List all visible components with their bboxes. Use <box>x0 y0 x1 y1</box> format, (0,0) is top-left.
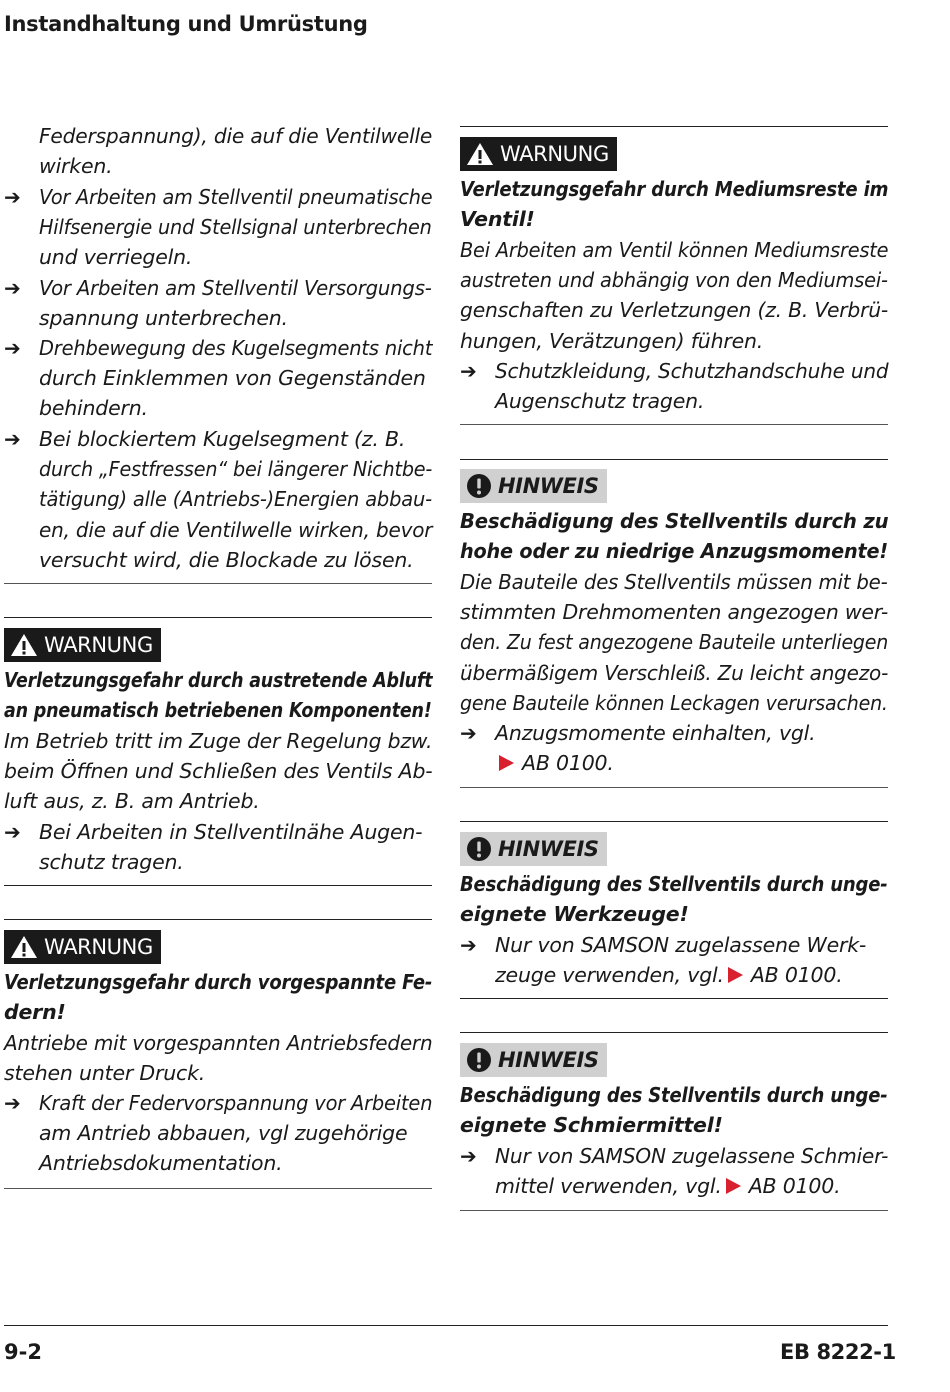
arrow-icon: ➔ <box>4 276 21 300</box>
warning-bottom-rule <box>4 885 432 886</box>
list-item: ➔ Drehbewegung des Kugelsegments nicht durch Einklemmen von Gegenständen behindern. <box>4 333 432 424</box>
list-item: ➔ Vor Arbeiten am Stellventil pneumatische Hilfsenergie und Stellsignal unterbrechen und verriegeln. <box>4 182 432 273</box>
page-header-title: Instandhaltung und Umrüstung <box>4 12 368 36</box>
warning-top-rule <box>4 617 432 618</box>
reference-triangle-icon <box>728 967 743 983</box>
warning-badge <box>4 930 161 964</box>
list-item: ➔ Schutzkleidung, Schutzhandschuhe und Augenschutz tragen. <box>460 356 888 416</box>
warning-heading: Verletzungsgefahr durch austretende Abluft an pneumatisch betriebenen Komponenten! <box>4 668 433 723</box>
warning-label: WARNUNG <box>44 633 153 657</box>
exclamation-circle-icon <box>466 1047 492 1073</box>
notice-top-rule <box>460 459 888 460</box>
warning-badge <box>460 137 617 171</box>
warning-label: WARNUNG <box>44 935 153 959</box>
warning-top-rule <box>4 919 432 920</box>
warning-triangle-icon <box>466 142 494 166</box>
warning-body: Antriebe mit vorgespannten Antriebsfedern stehen unter Druck. <box>4 1031 433 1086</box>
warning-bottom-rule <box>460 424 888 425</box>
arrow-icon: ➔ <box>460 359 477 383</box>
notice-badge <box>460 1043 607 1077</box>
notice-label: HINWEIS <box>498 837 599 861</box>
notice-heading: Beschädigung des Stellventils durch zu hohe oder zu niedrige Anzugsmomente! <box>460 509 889 564</box>
document-number: EB 8222-1 <box>780 1340 896 1364</box>
reference-link[interactable]: AB 0100. <box>522 751 614 776</box>
list-item: ➔ Vor Arbeiten am Stellventil Versorgungs- spannung unterbrechen. <box>4 273 432 333</box>
notice-top-rule <box>460 821 888 822</box>
notice-label: HINWEIS <box>498 474 599 498</box>
list-item: ➔ Nur von SAMSON zugelassene Werk- zeuge verwenden, vgl. AB 0100. <box>460 930 888 990</box>
notice-bottom-rule <box>460 1210 888 1211</box>
notice-body: Die Bauteile des Stellventils müssen mit be- stimmten Drehmomenten angezogen wer- den. Zu fest angezogene Bauteile unterliegen übermäßigem Verschleiß. Zu leicht angezo- gene Bauteile können Leckagen verursachen. <box>460 570 889 715</box>
warning-triangle-icon <box>10 633 38 657</box>
warning-badge <box>4 628 161 662</box>
warning-top-rule <box>460 126 888 127</box>
warning-triangle-icon <box>10 935 38 959</box>
reference-triangle-icon <box>499 755 514 771</box>
list-item: ➔ Bei Arbeiten in Stellventilnähe Augen- schutz tragen. <box>4 817 432 877</box>
exclamation-circle-icon <box>466 473 492 499</box>
arrow-icon: ➔ <box>460 721 477 745</box>
warning-label: WARNUNG <box>500 142 609 166</box>
notice-top-rule <box>460 1032 888 1033</box>
arrow-icon: ➔ <box>460 1144 477 1168</box>
warning-bottom-rule <box>4 1188 432 1189</box>
arrow-icon: ➔ <box>4 820 21 844</box>
list-item: ➔ Kraft der Federvorspannung vor Arbeiten am Antrieb abbauen, vgl zugehörige Antriebsdokumentation. <box>4 1088 432 1179</box>
footer-rule <box>4 1325 888 1326</box>
warning-body: Bei Arbeiten am Ventil können Mediumsreste austreten und abhängig von den Mediumsei- genschaften zu Verletzungen (z. B. Verbrü- hungen, Verätzungen) führen. <box>460 238 889 353</box>
notice-label: HINWEIS <box>498 1048 599 1072</box>
notice-heading: Beschädigung des Stellventils durch unge- eignete Schmiermittel! <box>460 1083 888 1138</box>
warning-heading: Verletzungsgefahr durch Mediumsreste im Ventil! <box>460 177 889 232</box>
warning-heading: Verletzungsgefahr durch vorgespannte Fe- dern! <box>4 970 433 1025</box>
warning-body: Im Betrieb tritt im Zuge der Regelung bzw. beim Öffnen und Schließen des Ventils Ab- luft aus, z. B. am Antrieb. <box>4 729 433 814</box>
page-number: 9-2 <box>4 1340 42 1364</box>
list-item: ➔ Bei blockiertem Kugelsegment (z. B. durch „Festfressen“ bei längerer Nichtbe- tätigung) alle (Antriebs-)Energien abbau- en, die auf die Ventilwelle wirken, bevor versucht wird, die Blockade zu lösen. <box>4 424 432 575</box>
arrow-icon: ➔ <box>4 336 21 360</box>
notice-badge <box>460 832 607 866</box>
list-item: ➔ Anzugsmomente einhalten, vgl. AB 0100. <box>460 718 888 778</box>
divider <box>4 583 432 584</box>
arrow-icon: ➔ <box>4 1091 21 1115</box>
exclamation-circle-icon <box>466 836 492 862</box>
notice-badge <box>460 469 607 503</box>
list-item: ➔ Nur von SAMSON zugelassene Schmier- mittel verwenden, vgl. AB 0100. <box>460 1141 888 1201</box>
reference-triangle-icon <box>726 1178 741 1194</box>
reference-link[interactable]: AB 0100. <box>748 1174 841 1199</box>
arrow-icon: ➔ <box>4 185 21 209</box>
arrow-icon: ➔ <box>4 427 21 451</box>
notice-heading: Beschädigung des Stellventils durch unge- eignete Werkzeuge! <box>460 872 888 927</box>
reference-link[interactable]: AB 0100. <box>750 963 843 988</box>
notice-bottom-rule <box>460 998 888 999</box>
arrow-icon: ➔ <box>460 933 477 957</box>
intro-continuation: Federspannung), die auf die Ventilwelle wirken. <box>39 124 433 179</box>
notice-bottom-rule <box>460 787 888 788</box>
